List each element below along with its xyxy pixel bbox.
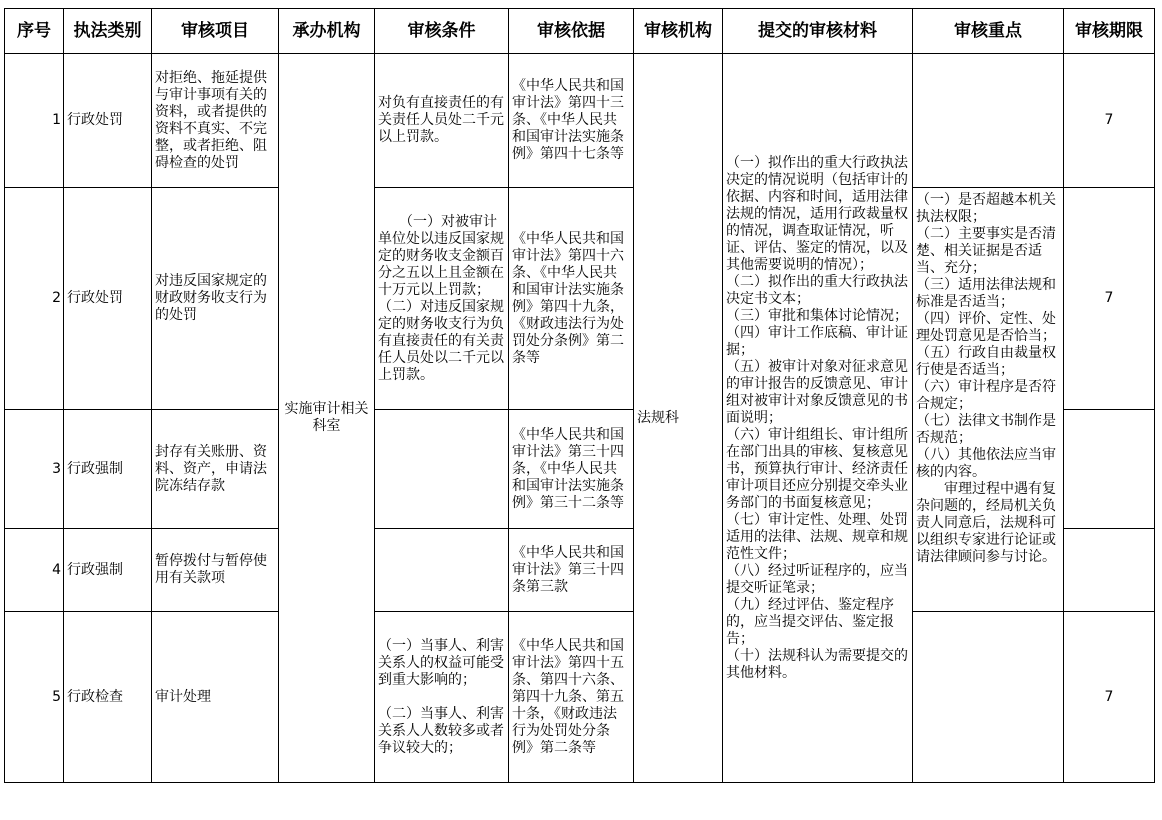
row-basis: 《中华人民共和国审计法》第四十五条、第四十六条、第四十九条、第五十条，《财政违法行为处罚处分条例》第二条等	[509, 612, 634, 783]
row-no: 5	[5, 612, 64, 783]
row-item: 审计处理	[152, 612, 279, 783]
table-row	[5, 54, 1155, 188]
header-item: 审核项目	[152, 9, 279, 54]
row-item: 封存有关账册、资料、资产，申请法院冻结存款	[152, 410, 279, 529]
row-category: 行政检查	[64, 612, 152, 783]
row-category: 行政强制	[64, 410, 152, 529]
header-no: 序号	[5, 9, 64, 54]
header-period: 审核期限	[1064, 9, 1155, 54]
row-period	[1064, 410, 1155, 529]
row-period: 7	[1064, 188, 1155, 410]
row-basis: 《中华人民共和国审计法》第四十六条、《中华人民共和国审计法实施条例》第四十九条，《财政违法行为处罚处分条例》第二条等	[509, 188, 634, 410]
focus-cell: （一）是否超越本机关执法权限； （二）主要事实是否清楚、相关证据是否适当、充分； （三）适用法律法规和标准是否适当； （四）评价、定性、处理处罚意见是否恰当； （五）行政自由裁量权行使是否适当； （六）审计程序是否符合规定； （七）法律文书制作是否规范； （八）其他依法应当审核的内容。 审理过程中遇有复杂问题的，经局机关负责人同意后，法规科可以组织专家进行论证或请法律顾问参与讨论。	[913, 188, 1064, 612]
focus-empty-cell	[913, 54, 1064, 188]
row-basis: 《中华人民共和国审计法》第四十三条、《中华人民共和国审计法实施条例》第四十七条等	[509, 54, 634, 188]
materials-cell: （一）拟作出的重大行政执法决定的情况说明（包括审计的依据、内容和时间，适用法律法规的情况，适用行政裁量权的情况，调查取证情况，听证、评估、鉴定的情况，以及其他需要说明的情况）； （二）拟作出的重大行政执法决定书文本； （三）审批和集体讨论情况； （四）审计工作底稿、审计证据； （五）被审计对象对征求意见的审计报告的反馈意见、审计组对被审计对象反馈意见的书面说明； （六）审计组组长、审计组所在部门出具的审核、复核意见书，预算执行审计、经济责任审计项目还应分别提交牵头业务部门的书面复核意见； （七）审计定性、处理、处罚适用的法律、法规、规章和规范性文件； （八）经过听证程序的，应当提交听证笔录； （九）经过评估、鉴定程序的，应当提交评估、鉴定报告； （十）法规科认为需要提交的其他材料。	[723, 54, 913, 783]
row-condition: （一）对被审计单位处以违反国家规定的财务收支金额百分之五以上且金额在十万元以上罚款； （二）对违反国家规定的财务收支行为负有直接责任的有关责任人员处以二千元以上罚款。	[375, 188, 509, 410]
row-period: 7	[1064, 54, 1155, 188]
row-category: 行政处罚	[64, 54, 152, 188]
header-row	[5, 9, 1155, 54]
row-no: 4	[5, 529, 64, 612]
header-organizer: 承办机构	[279, 9, 375, 54]
row-category: 行政处罚	[64, 188, 152, 410]
row-item: 对违反国家规定的财政财务收支行为的处罚	[152, 188, 279, 410]
header-materials: 提交的审核材料	[723, 9, 913, 54]
row-basis: 《中华人民共和国审计法》第三十四条，《中华人民共和国审计法实施条例》第三十二条等	[509, 410, 634, 529]
header-condition: 审核条件	[375, 9, 509, 54]
header-focus: 审核重点	[913, 9, 1064, 54]
review-org-cell: 法规科	[634, 54, 723, 783]
row-period: 7	[1064, 612, 1155, 783]
focus-empty-cell	[913, 612, 1064, 783]
row-category: 行政强制	[64, 529, 152, 612]
row-condition	[375, 529, 509, 612]
organizer-cell: 实施审计相关科室	[279, 54, 375, 783]
header-category: 执法类别	[64, 9, 152, 54]
row-item: 暂停拨付与暂停使用有关款项	[152, 529, 279, 612]
row-item: 对拒绝、拖延提供与审计事项有关的资料，或者提供的资料不真实、不完整，或者拒绝、阻碍检查的处罚	[152, 54, 279, 188]
table-row	[5, 188, 1155, 410]
row-no: 2	[5, 188, 64, 410]
header-review-org: 审核机构	[634, 9, 723, 54]
row-condition: （一）当事人、利害关系人的权益可能受到重大影响的； （二）当事人、利害关系人人数较多或者争议较大的；	[375, 612, 509, 783]
row-basis: 《中华人民共和国审计法》第三十四条第三款	[509, 529, 634, 612]
row-period	[1064, 529, 1155, 612]
row-no: 3	[5, 410, 64, 529]
row-condition	[375, 410, 509, 529]
row-condition: 对负有直接责任的有关责任人员处二千元以上罚款。	[375, 54, 509, 188]
header-basis: 审核依据	[509, 9, 634, 54]
review-table	[4, 8, 1155, 783]
table-row	[5, 612, 1155, 783]
row-no: 1	[5, 54, 64, 188]
